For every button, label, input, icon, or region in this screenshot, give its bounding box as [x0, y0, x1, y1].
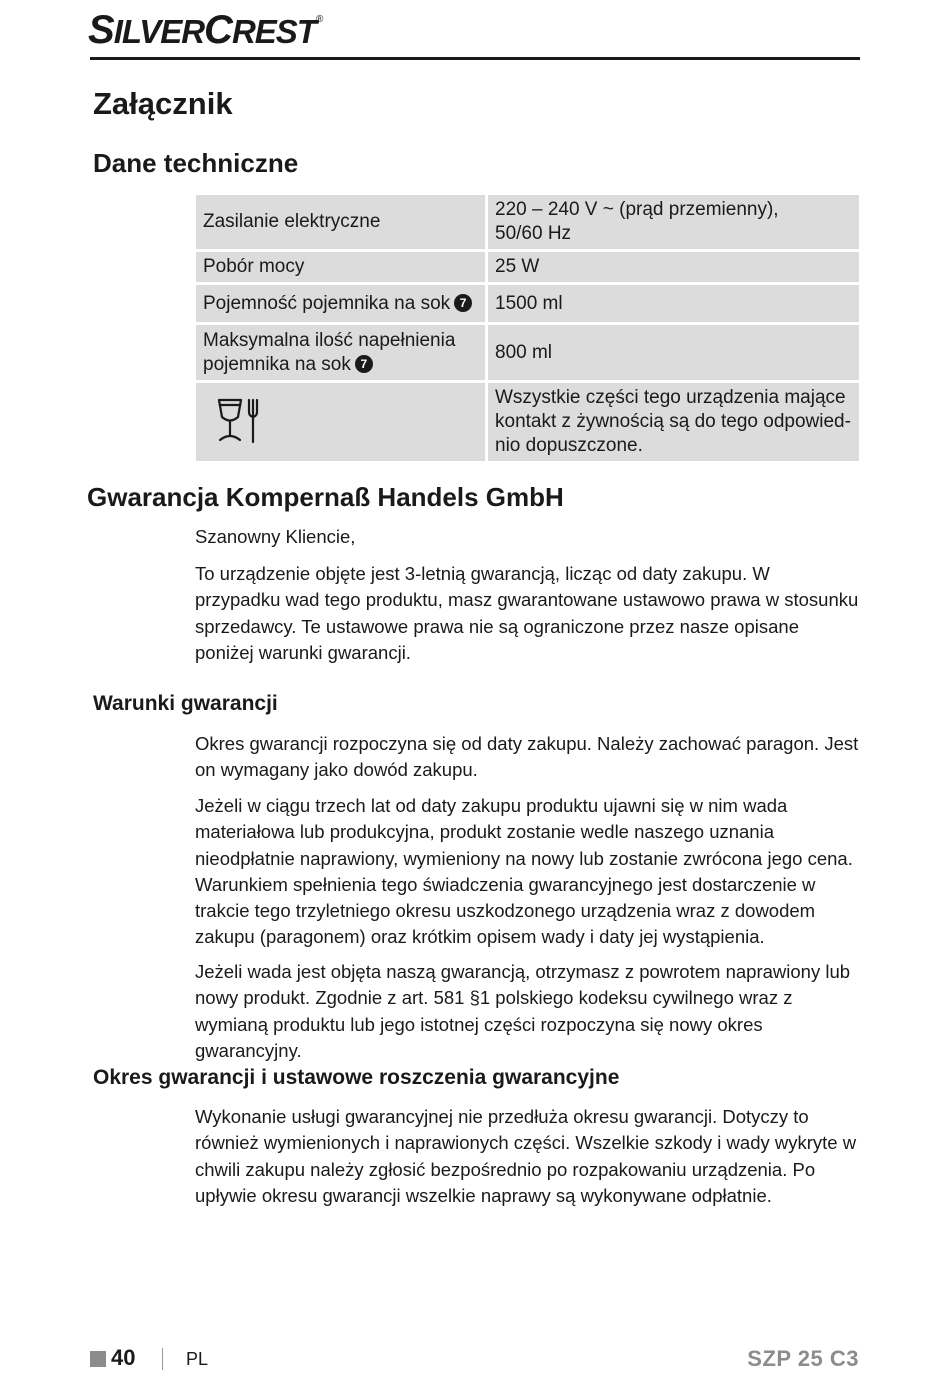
language-code: PL: [186, 1349, 209, 1369]
spec-label: Pobór mocy: [196, 252, 488, 285]
table-row: [196, 325, 859, 383]
part-number-badge: 7: [355, 355, 373, 373]
conditions-paragraph-2: Jeżeli w ciągu trzech lat od daty zakupu produktu ujawni się w nim wada materiałowa lub produkcyjna, produkt zostanie wedle naszego uznania nieodpłatnie naprawiony, wymieniony na nowy lub zostanie zwrócona jego cena. Warunkiem spełnienia tego świadczenia gwarancyjnego jest dostarczenie w trakcie tego trzyletniego okresu uszkodzonego urządzenia wraz z dowodem zakupu (paragonem) oraz krótkim opisem wady i daty jej wystąpienia.: [195, 795, 853, 948]
spec-value: 800 ml: [488, 325, 859, 383]
spec-value: 220 – 240 V ~ (prąd przemienny), 50/60 Hz: [488, 195, 859, 252]
spec-value: Wszystkie części tego urządzenia mające kontakt z żywnością są do tego odpowied- nio dopuszczone.: [488, 383, 859, 461]
warranty-period-heading: Okres gwarancji i ustawowe roszczenia gwarancyjne: [93, 1066, 620, 1089]
conditions-paragraph-3: Jeżeli wada jest objęta naszą gwarancją, otrzymasz z powrotem naprawiony lub nowy produkt. Zgodnie z art. 581 §1 polskiego kodeksu cywilnego wraz z wymianą produktu lub jego istotnej części rozpoczyna się nowy okres gwarancyjny.: [195, 961, 851, 1061]
spec-label: Zasilanie elektryczne: [196, 195, 488, 252]
period-paragraph-1: Wykonanie usługi gwarancyjnej nie przedłuża okresu gwarancji. Dotyczy to również wymienionych i naprawionych części. Wszelkie szkody i wady wykryte w chwili zakupu należy zgłosić bezpośrednio po rozpakowaniu urządzenia. Po upływie okresu gwarancji wszelkie naprawy są wykonywane odpłatnie.: [195, 1106, 857, 1206]
table-row: [196, 195, 859, 252]
technical-data-table: [196, 195, 859, 461]
spec-value: 25 W: [488, 252, 859, 285]
footer-divider: [162, 1348, 163, 1370]
spec-label: [196, 383, 488, 461]
part-number-badge: 7: [454, 294, 472, 312]
conditions-paragraph-1: Okres gwarancji rozpoczyna się od daty zakupu. Należy zachować paragon. Jest on wymagany jako dowód zakupu.: [195, 733, 859, 781]
page-number: 40: [111, 1345, 136, 1370]
spec-label: Maksymalna ilość napełnienia pojemnika na sok 7: [196, 325, 488, 383]
footer-square-icon: [90, 1351, 106, 1367]
warranty-intro: To urządzenie objęte jest 3-letnią gwarancją, licząc od daty zakupu. W przypadku wad tego produktu, masz gwarantowane ustawowo prawa w stosunku sprzedawcy. Te ustawowe prawa nie są ograniczone przez nasze opisane poniżej warunki gwarancji.: [195, 563, 859, 663]
technical-data-heading: Dane techniczne: [93, 148, 299, 178]
silvercrest-logo: SILVERCREST®: [88, 8, 323, 52]
table-row: [196, 285, 859, 325]
table-row: [196, 252, 859, 285]
food-safe-icon: [213, 396, 265, 453]
greeting-text: Szanowny Kliencie,: [195, 526, 356, 547]
model-number: SZP 25 C3: [747, 1346, 859, 1371]
spec-value: 1500 ml: [488, 285, 859, 325]
table-row: [196, 383, 859, 461]
warranty-heading: Gwarancja Kompernaß Handels GmbH: [87, 482, 564, 512]
warranty-conditions-heading: Warunki gwarancji: [93, 692, 278, 715]
spec-label: Pojemność pojemnika na sok 7: [196, 285, 488, 325]
header-rule: [90, 57, 860, 60]
page-title: Załącznik: [93, 86, 233, 121]
